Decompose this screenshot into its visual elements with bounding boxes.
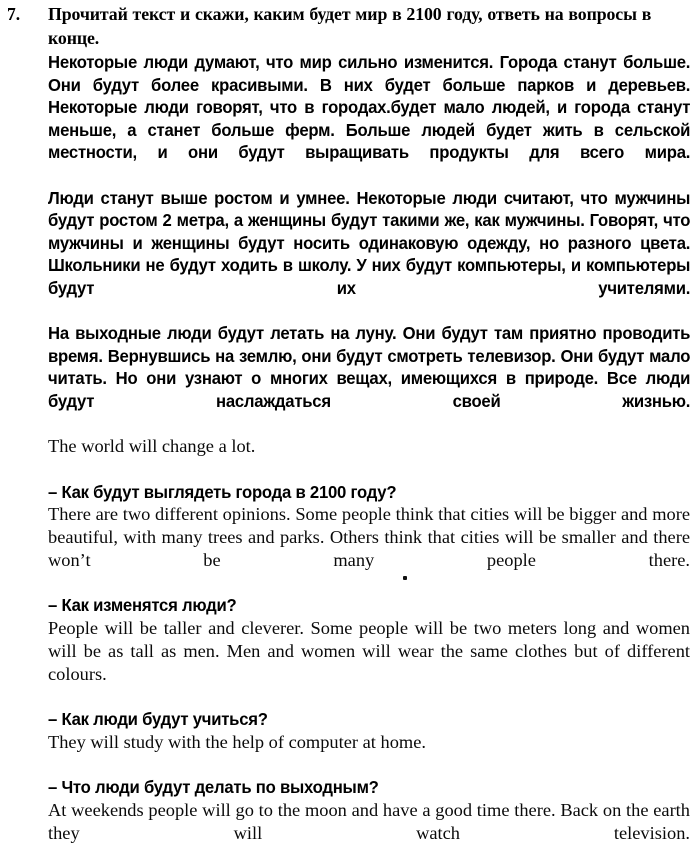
answer-intro-line: The world will change a lot. [48, 436, 256, 457]
answer-question: – Как будут выглядеть города в 2100 году? [48, 481, 397, 502]
exercise-number: 7. [7, 4, 21, 24]
answer-text: There are two different opinions. Some people think that cities will be bigger and more beautiful, with many trees and parks. Others think that cities will be smaller and there won’t be many people there. [48, 504, 690, 570]
exercise-body [0, 51, 700, 867]
answer-text: They will study with the help of computer at home. [48, 731, 426, 752]
reading-paragraph: Люди станут выше ростом и умнее. Некоторые люди считают, что мужчины будут ростом 2 метра, а женщины будут такими же, как мужчины. Говорят, что мужчины и женщины будут носить одинаковую одежду, но разного цвета. Школьники не будут ходить в школу. У них будут компьютеры, и компьютеры будут их учителями. [48, 187, 691, 298]
answer-text: At weekends people will go to the moon and have a good time there. Back on the earth they will watch television. [48, 800, 690, 843]
answer-question: – Что люди будут делать по выходным? [48, 777, 379, 798]
answer-text: People will be taller and cleverer. Some people will be two meters long and women will be as tall as men. Men and women will wear the same clothes but of different colours. [48, 618, 690, 684]
exercise-title: Прочитай текст и скажи, каким будет мир в 2100 году, ответь на вопросы в конце. [48, 4, 652, 48]
answer-question: – Как люди будут учиться? [48, 709, 268, 730]
scan-speck-artifact [403, 576, 407, 580]
answer-question: – Как изменятся люди? [48, 595, 237, 616]
reading-paragraph: Некоторые люди думают, что мир сильно изменится. Города станут больше. Они будут более красивыми. В них будет больше парков и деревьев. Некоторые люди говорят, что в городах.будет мало людей, и города станут меньше, а станет больше ферм. Больше людей будет жить в сельской местности, и они будут выращивать продукты для всего мира. [48, 52, 691, 163]
reading-paragraph: На выходные люди будут летать на луну. Они будут там приятно проводить время. Вернувшись на землю, они будут смотреть телевизор. Они будут мало читать. Но они узнают о многих вещах, имеющихся в природе. Все люди будут наслаждаться своей жизнью. [48, 323, 691, 411]
exercise-header [0, 0, 700, 50]
